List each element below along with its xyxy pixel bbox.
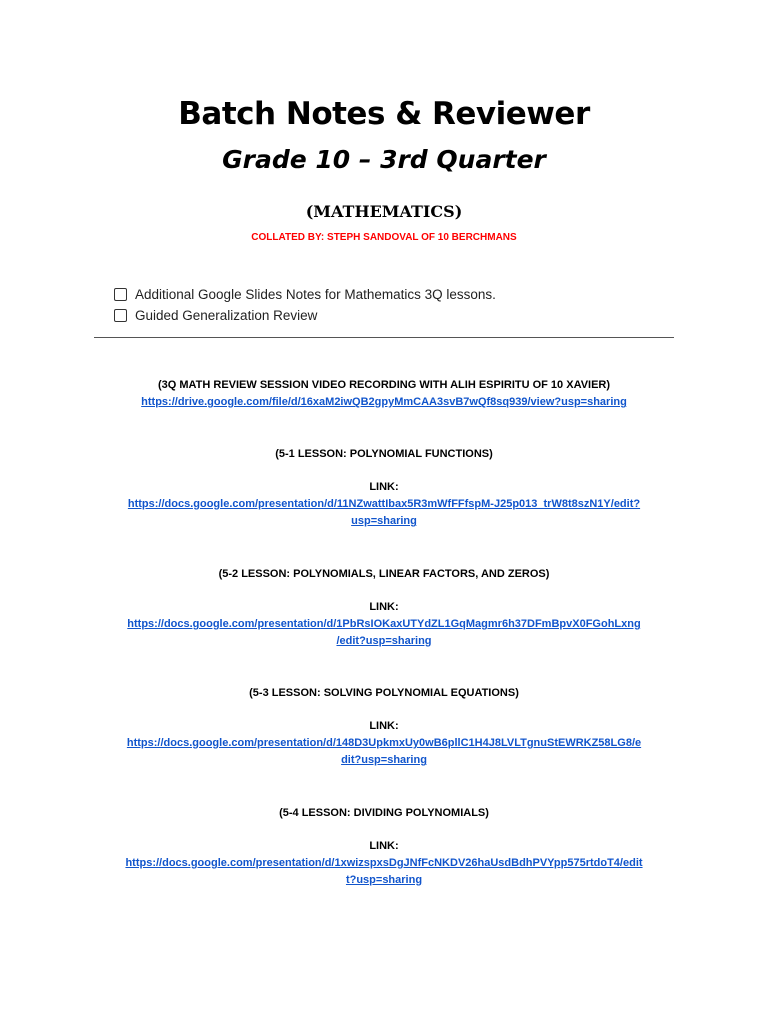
- link-label: LINK:: [369, 481, 399, 493]
- link-label: LINK:: [369, 720, 399, 732]
- lesson-section-5-2: [84, 565, 684, 650]
- lesson-link-line2[interactable]: usp=sharing: [351, 515, 417, 527]
- lesson-link-line1[interactable]: https://docs.google.com/presentation/d/148D3UpkmxUy0wB6pllC1H4J8LVLTgnuStEWRKZ58LG8/e: [126, 737, 642, 749]
- lesson-link-line2[interactable]: t?usp=sharing: [345, 874, 423, 886]
- lesson-section-5-1: [84, 445, 684, 530]
- lesson-link-line2[interactable]: dit?usp=sharing: [341, 754, 427, 766]
- subject-heading: (MATHEMATICS): [305, 202, 463, 221]
- checkbox-icon[interactable]: [114, 288, 127, 301]
- checklist: [114, 284, 674, 326]
- lesson-heading: (5-4 LESSON: DIVIDING POLYNOMIALS): [279, 807, 489, 819]
- checklist-item-label: Additional Google Slides Notes for Mathematics 3Q lessons.: [135, 287, 496, 302]
- lesson-link[interactable]: [84, 735, 684, 769]
- lesson-section-5-4: [84, 804, 684, 889]
- lesson-link[interactable]: [84, 496, 684, 530]
- checklist-item-label: Guided Generalization Review: [135, 308, 318, 323]
- link-label: LINK:: [369, 840, 399, 852]
- lesson-link-line1[interactable]: https://docs.google.com/presentation/d/11NZwattIbax5R3mWfFFfspM-J25p013_trW8t8szN1Y/edit?: [127, 498, 641, 510]
- lesson-heading: (5-2 LESSON: POLYNOMIALS, LINEAR FACTORS, AND ZEROS): [218, 568, 550, 580]
- lesson-heading: (5-1 LESSON: POLYNOMIAL FUNCTIONS): [275, 448, 493, 460]
- lesson-link[interactable]: [84, 616, 684, 650]
- review-session-link[interactable]: https://drive.google.com/file/d/16xaM2iwQB2gpyMmCAA3svB7wQf8sq939/view?usp=sharing: [141, 396, 627, 408]
- collated-by-line: COLLATED BY: STEPH SANDOVAL OF 10 BERCHMANS: [251, 232, 517, 243]
- lesson-heading: (5-3 LESSON: SOLVING POLYNOMIAL EQUATIONS): [249, 687, 519, 699]
- review-session-section: [84, 376, 684, 411]
- document-subtitle: Grade 10 – 3rd Quarter: [222, 145, 546, 174]
- document-title: Batch Notes & Reviewer: [178, 96, 590, 132]
- lesson-link[interactable]: [84, 855, 684, 889]
- lesson-link-line1[interactable]: https://docs.google.com/presentation/d/1PbRsIOKaxUTYdZL1GqMagmr6h37DFmBpvX0FGohLxng: [127, 618, 641, 630]
- lesson-section-5-3: [84, 684, 684, 769]
- horizontal-divider: [94, 337, 674, 338]
- review-session-heading: (3Q MATH REVIEW SESSION VIDEO RECORDING WITH ALIH ESPIRITU OF 10 XAVIER): [157, 379, 611, 391]
- checklist-item[interactable]: [114, 284, 674, 305]
- link-label: LINK:: [369, 601, 399, 613]
- checklist-item[interactable]: [114, 305, 674, 326]
- lesson-link-line1[interactable]: https://docs.google.com/presentation/d/1xwizspxsDgJNfFcNKDV26haUsdBdhPVYpp575rtdoT4/edit: [125, 857, 643, 869]
- lesson-link-line2[interactable]: /edit?usp=sharing: [336, 635, 432, 647]
- checkbox-icon[interactable]: [114, 309, 127, 322]
